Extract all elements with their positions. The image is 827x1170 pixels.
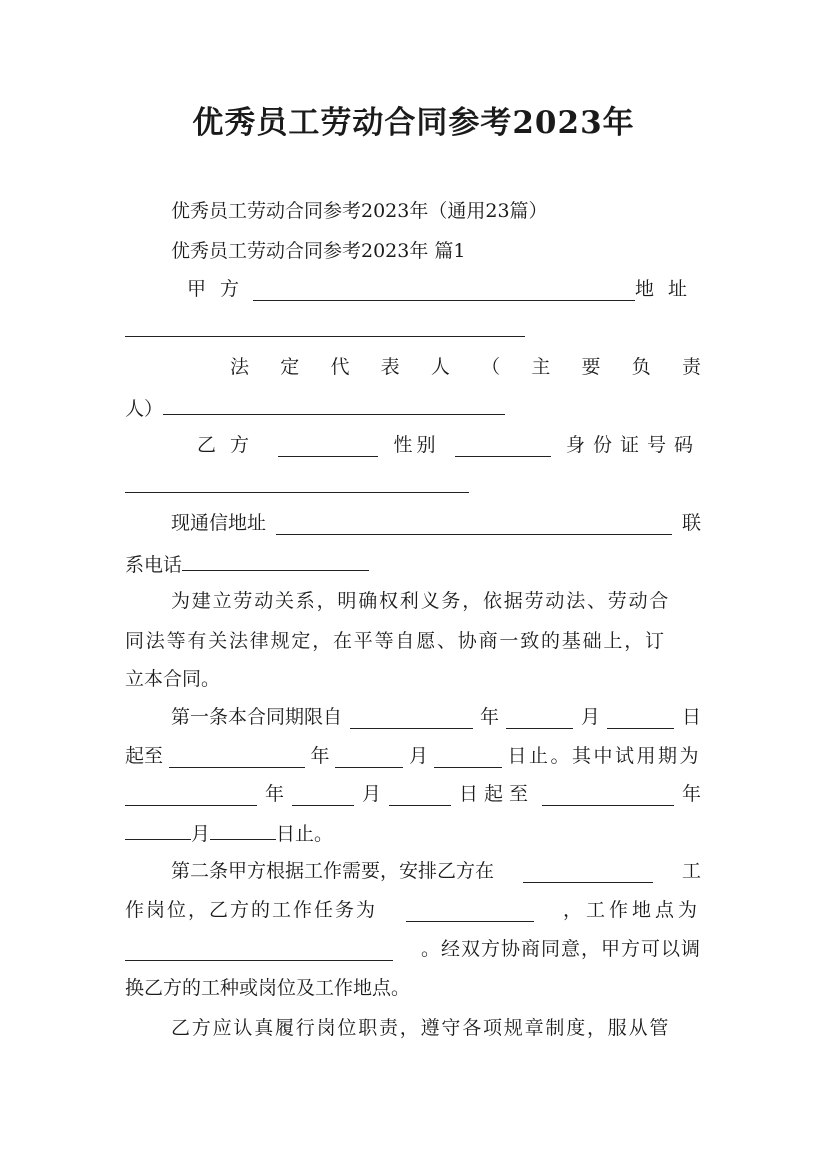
party-a-label: 甲方 bbox=[187, 278, 254, 300]
contact-address-end: 联 bbox=[681, 512, 701, 534]
document-title: 优秀员工劳动合同参考2023年 bbox=[192, 105, 635, 141]
contact-phone-label: 系电话 bbox=[125, 554, 183, 576]
article-2-line-1 bbox=[171, 859, 701, 883]
article-1-line3-text-a: 年 bbox=[264, 783, 284, 805]
party-b-gender-blank bbox=[455, 437, 551, 457]
party-b-line bbox=[197, 433, 701, 457]
article-2-line-4: 换乙方的工种或岗位及工作地点。 bbox=[125, 977, 411, 999]
intro-line-3: 立本合同。 bbox=[125, 668, 221, 690]
party-b-label: 乙方 bbox=[197, 434, 264, 456]
article-1-line2-text-d: 日止。其中试用期为 bbox=[507, 745, 701, 767]
end-day-blank bbox=[434, 748, 502, 768]
article-1-line-4 bbox=[125, 820, 333, 846]
representative-line: 法 定 代 表 人 （ 主 要 负 责 bbox=[230, 356, 701, 378]
party-b-name-blank bbox=[278, 437, 378, 457]
work-location-blank bbox=[125, 941, 393, 961]
article-1-line3-text-b: 月 bbox=[361, 783, 381, 805]
contact-phone-blank bbox=[182, 551, 369, 571]
work-task-blank bbox=[406, 902, 534, 922]
party-b-id-blank bbox=[125, 473, 469, 493]
article-1-text-d: 日 bbox=[681, 706, 701, 728]
probation-end-day-blank bbox=[210, 820, 276, 840]
article-2-line-2 bbox=[125, 898, 701, 922]
party-b-id-label: 身份证号码 bbox=[565, 434, 701, 456]
end-month-blank bbox=[335, 748, 403, 768]
contact-address-blank bbox=[276, 515, 672, 535]
article-1-line-2 bbox=[125, 744, 701, 768]
section-heading: 优秀员工劳动合同参考2023年 篇1 bbox=[171, 240, 466, 262]
article-1-line-3 bbox=[125, 782, 701, 806]
contact-phone-line bbox=[125, 551, 369, 577]
party-b-gender-label: 性别 bbox=[393, 434, 440, 456]
article-1-line2-text-a: 起至 bbox=[125, 745, 164, 767]
article-1-line4-text-b: 日止。 bbox=[276, 823, 334, 845]
probation-start-day-blank bbox=[389, 786, 451, 806]
article-2-line2-text-a: 作岗位，乙方的工作任务为 bbox=[125, 899, 378, 921]
article-1-line-1 bbox=[171, 705, 701, 729]
party-a-line bbox=[187, 277, 701, 301]
article-1-text-c: 月 bbox=[580, 706, 600, 728]
article-1-line3-text-d: 年 bbox=[681, 783, 701, 805]
work-position-blank bbox=[523, 863, 653, 883]
probation-end-year-blank bbox=[542, 786, 674, 806]
party-a-address-blank bbox=[125, 317, 525, 337]
article-1-text-b: 年 bbox=[479, 706, 499, 728]
probation-end-month-blank bbox=[125, 820, 191, 840]
paragraph-last: 乙方应认真履行岗位职责，遵守各项规章制度，服从管 bbox=[171, 1017, 671, 1039]
article-2-line-3 bbox=[125, 937, 701, 961]
article-2-line3-text-a: 。经双方协商同意，甲方可以调 bbox=[420, 938, 701, 960]
start-day-blank bbox=[607, 709, 674, 729]
contact-address-line bbox=[171, 511, 701, 535]
start-month-blank bbox=[506, 709, 573, 729]
intro-line-1: 为建立劳动关系，明确权利义务，依据劳动法、劳动合 bbox=[171, 590, 671, 612]
contact-address-label: 现通信地址 bbox=[171, 512, 267, 534]
article-1-line3-text-c: 日起至 bbox=[458, 783, 534, 805]
article-1-line2-text-c: 月 bbox=[408, 745, 428, 767]
article-2-text-a: 第二条甲方根据工作需要，安排乙方在 bbox=[171, 860, 495, 882]
article-1-line2-text-b: 年 bbox=[310, 745, 330, 767]
party-b-id-line bbox=[125, 473, 469, 499]
probation-start-month-blank bbox=[292, 786, 354, 806]
end-year-blank bbox=[169, 748, 305, 768]
probation-start-year-blank bbox=[125, 786, 257, 806]
article-1-text-a: 第一条本合同期限自 bbox=[171, 706, 343, 728]
article-2-text-b: 工 bbox=[681, 860, 701, 882]
representative-line-2 bbox=[125, 395, 505, 421]
party-a-address-line bbox=[125, 317, 525, 343]
party-a-name-blank bbox=[253, 281, 635, 301]
article-1-line4-text-a: 月 bbox=[191, 823, 211, 845]
intro-line-2: 同法等有关法律规定，在平等自愿、协商一致的基础上，订 bbox=[125, 630, 666, 652]
article-2-line2-text-b: ，工作地点为 bbox=[562, 899, 701, 921]
representative-label-end: 人） bbox=[125, 398, 164, 420]
representative-blank bbox=[163, 395, 505, 415]
document-subtitle: 优秀员工劳动合同参考2023年（通用23篇） bbox=[171, 200, 548, 222]
start-year-blank bbox=[350, 709, 473, 729]
party-a-address-label: 地址 bbox=[634, 278, 701, 300]
